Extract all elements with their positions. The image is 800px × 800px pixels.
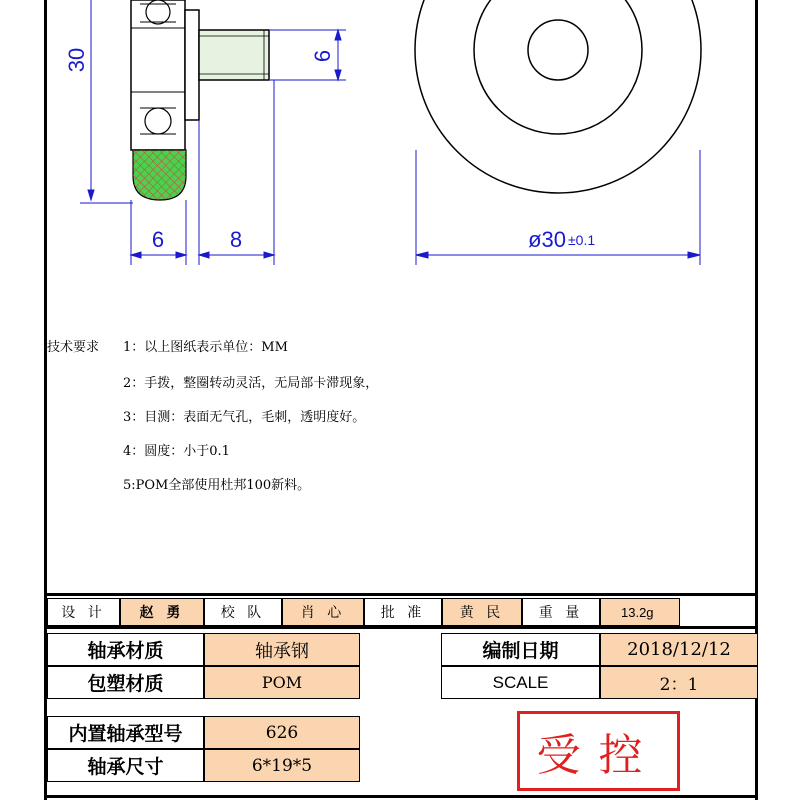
dim-height-label: 30 bbox=[64, 47, 89, 73]
check-label: 校 队 bbox=[204, 598, 282, 626]
scale-label: SCALE bbox=[441, 666, 600, 699]
shaft bbox=[199, 30, 269, 80]
coating-material-label: 包塑材质 bbox=[47, 666, 204, 699]
bearing-size-value: 6*19*5 bbox=[204, 749, 360, 782]
approve-label: 批 准 bbox=[364, 598, 442, 626]
design-label: 设 计 bbox=[47, 598, 120, 626]
bearing-material-value: 轴承钢 bbox=[204, 633, 360, 666]
title-block-top-rule bbox=[44, 593, 758, 596]
note-item-5: 5:POM全部使用杜邦100新料。 bbox=[123, 478, 311, 493]
notes-heading: 技术要求 bbox=[47, 340, 100, 355]
scale-value: 2：1 bbox=[600, 666, 758, 699]
design-value: 赵 勇 bbox=[120, 598, 204, 626]
check-value: 肖 心 bbox=[282, 598, 364, 626]
technical-drawing bbox=[0, 0, 800, 330]
note-item-3: 3：目测：表面无气孔，毛刺，透明度好。 bbox=[123, 410, 366, 425]
date-value: 2018/12/12 bbox=[600, 633, 758, 666]
weight-value: 13.2g bbox=[600, 598, 680, 626]
dim-shaft-length-label: 8 bbox=[229, 227, 243, 252]
date-label: 编制日期 bbox=[441, 633, 600, 666]
title-block-bottom-rule bbox=[44, 795, 758, 798]
bearing-size-label: 轴承尺寸 bbox=[47, 749, 204, 782]
flange bbox=[185, 10, 199, 120]
bearing-model-value: 626 bbox=[204, 716, 360, 749]
note-item-1: 1：以上图纸表示单位：MM bbox=[123, 340, 288, 355]
bearing-ball-bottom bbox=[145, 108, 171, 134]
coating-material-value: POM bbox=[204, 666, 360, 699]
bearing-material-label: 轴承材质 bbox=[47, 633, 204, 666]
dim-tolerance-label: ±0.1 bbox=[568, 232, 596, 248]
dim-outer-diameter-label: ø30 bbox=[528, 227, 566, 252]
title-block-rule bbox=[44, 626, 758, 629]
approve-value: 黄 民 bbox=[442, 598, 522, 626]
side-view bbox=[131, 0, 269, 200]
controlled-stamp: 受控 bbox=[517, 711, 680, 791]
inner-circle bbox=[528, 20, 588, 80]
note-item-4: 4：圆度：小于0.1 bbox=[123, 444, 230, 459]
front-view bbox=[415, 0, 701, 193]
outer-circle bbox=[415, 0, 701, 193]
bearing-model-label: 内置轴承型号 bbox=[47, 716, 204, 749]
weight-label: 重 量 bbox=[522, 598, 600, 626]
dim-shaft-diameter-label: 6 bbox=[310, 49, 335, 63]
note-item-2: 2：手拨，整圈转动灵活，无局部卡滞现象， bbox=[123, 376, 379, 391]
dim-width-label: 6 bbox=[151, 227, 165, 252]
